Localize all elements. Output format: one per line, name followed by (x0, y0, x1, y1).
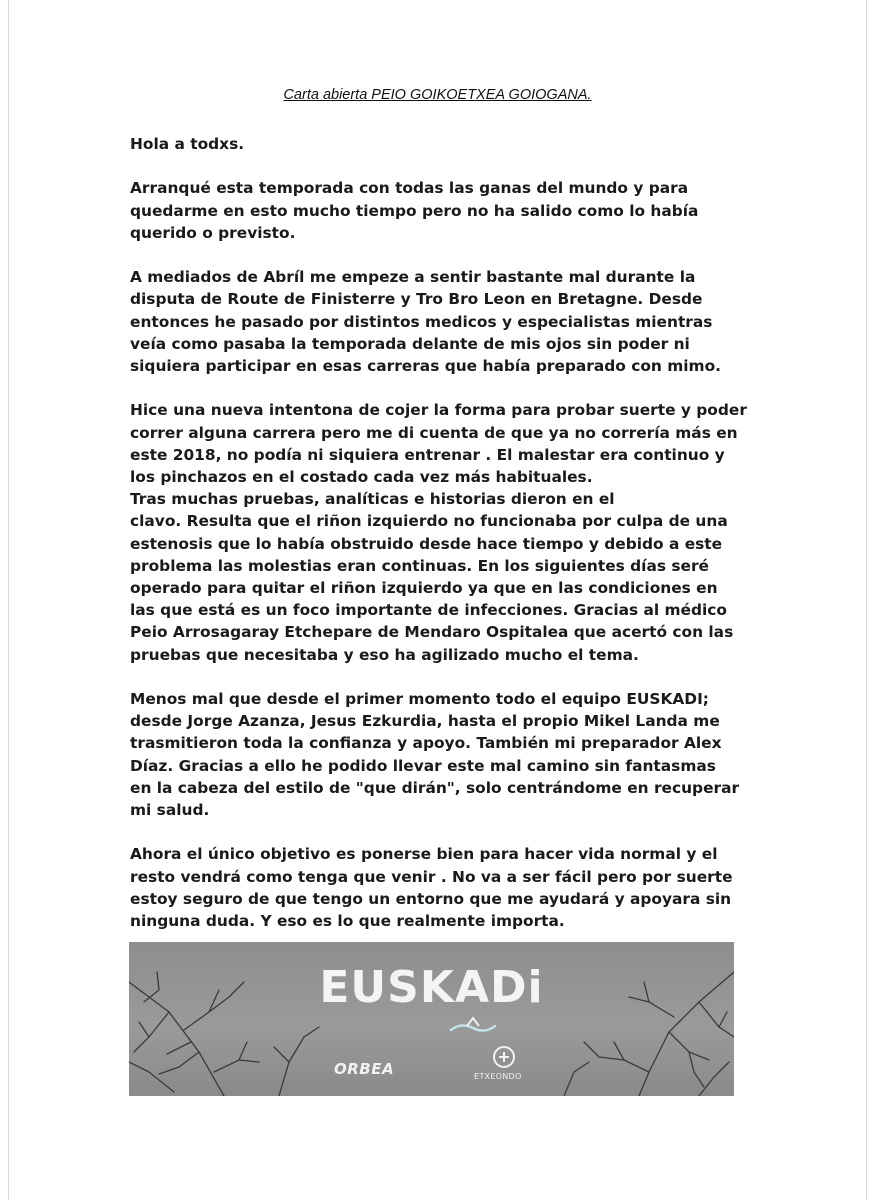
team-banner-image (129, 942, 734, 1096)
etxeondo-sponsor-logo: ETXEONDO (474, 1072, 522, 1081)
wave-logo-icon (447, 1016, 499, 1036)
greeting-paragraph: Hola a todxs. (130, 135, 245, 153)
letter-body (130, 133, 750, 954)
paragraph-illness: A mediados de Abríl me empeze a sentir bastante mal durante la disputa de Route de Finisterre y Tro Bro Leon en Bretagne. Desde entonces he pasado por distintos medicos y especialistas mientras veía como pasaba la temporada delante de mis ojos sin poder ni siquiera participar en esas carreras que había preparado con mimo. (130, 268, 722, 375)
paragraph-season-start: Arranqué esta temporada con todas las ganas del mundo y para quedarme en esto mucho tiempo pero no ha salido como lo había querido o previsto. (130, 179, 699, 242)
paragraph-team-support: Menos mal que desde el primer momento todo el equipo EUSKADI; desde Jorge Azanza, Jesus Ezkurdia, hasta el propio Mikel Landa me trasmitieron toda la confianza y apoyo. También mi preparador Alex Díaz. Gracias a ello he podido llevar este mal camino sin fantasmas en la cabeza del estilo de "que dirán", solo centrándome en recuperar mi salud. (130, 690, 740, 820)
euskadi-logo: EUSKADi (319, 962, 544, 1013)
paragraph-attempt: Hice una nueva intentona de cojer la forma para probar suerte y poder correr alguna carrera pero me di cuenta de que ya no correría más en este 2018, no podía ni siquiera entrenar . El malestar era continuo y los pinchazos en el costado cada vez más habituales. (130, 401, 747, 486)
etxeondo-emblem-icon (492, 1045, 516, 1069)
orbea-sponsor-logo: ORBEA (334, 1060, 395, 1078)
letter-title: Carta abierta PEIO GOIKOETXEA GOIOGANA. (283, 87, 592, 103)
paragraph-diagnosis: Tras muchas pruebas, analíticas e historias dieron en el clavo. Resulta que el riñon izquierdo no funcionaba por culpa de una estenosis que lo había obstruido desde hace tiempo y debido a este problema las molestias eran continuas. En los siguientes días seré operado para quitar el riñon izquierdo ya que en las condiciones en las que está es un foco importante de infecciones. Gracias al médico Peio Arrosagaray Etchepare de Mendaro Ospitalea que acertó con las pruebas que necesitaba y eso ha agilizado mucho el tema. (130, 490, 734, 664)
paragraph-closing: Ahora el único objetivo es ponerse bien para hacer vida normal y el resto vendrá como tenga que venir . No va a ser fácil pero por suerte estoy seguro de que tengo un entorno que me ayudará y apoyara sin ninguna duda. Y eso es lo que realmente importa. (130, 845, 733, 931)
